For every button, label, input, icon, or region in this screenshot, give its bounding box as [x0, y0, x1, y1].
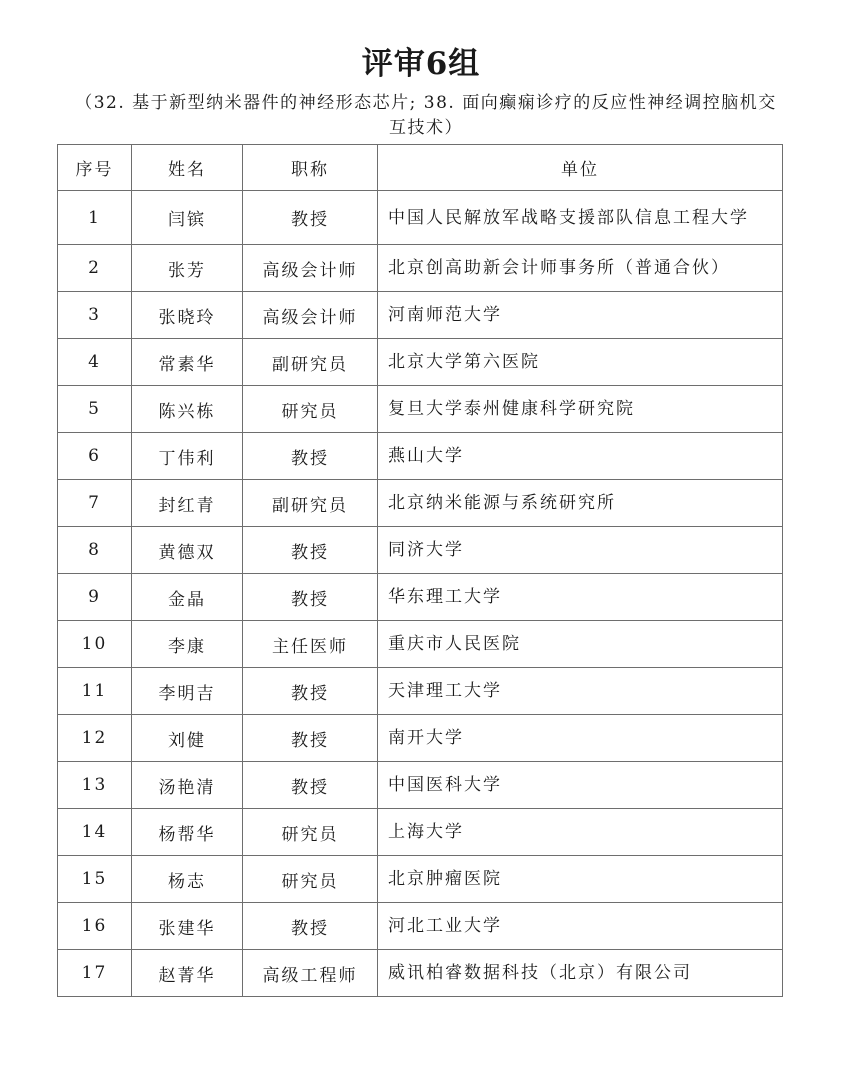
cell-unit: 北京纳米能源与系统研究所	[378, 480, 783, 527]
cell-title: 高级工程师	[243, 950, 378, 997]
cell-number: 9	[58, 574, 132, 621]
header-number: 序号	[58, 145, 132, 191]
cell-unit: 河南师范大学	[378, 292, 783, 339]
table-row	[58, 903, 783, 950]
cell-unit: 重庆市人民医院	[378, 621, 783, 668]
table-row	[58, 762, 783, 809]
cell-title: 主任医师	[243, 621, 378, 668]
cell-unit: 北京肿瘤医院	[378, 856, 783, 903]
cell-name: 刘健	[132, 715, 243, 762]
cell-number: 11	[58, 668, 132, 715]
cell-number: 1	[58, 191, 132, 245]
cell-name: 张晓玲	[132, 292, 243, 339]
cell-number: 13	[58, 762, 132, 809]
cell-number: 6	[58, 433, 132, 480]
cell-name: 金晶	[132, 574, 243, 621]
cell-number: 8	[58, 527, 132, 574]
table-row	[58, 191, 783, 245]
cell-number: 7	[58, 480, 132, 527]
table-row	[58, 480, 783, 527]
cell-name: 赵菁华	[132, 950, 243, 997]
cell-unit: 北京大学第六医院	[378, 339, 783, 386]
cell-title: 高级会计师	[243, 292, 378, 339]
cell-unit: 天津理工大学	[378, 668, 783, 715]
cell-number: 3	[58, 292, 132, 339]
cell-title: 教授	[243, 762, 378, 809]
reviewer-table	[57, 144, 783, 997]
cell-number: 15	[58, 856, 132, 903]
cell-title: 教授	[243, 433, 378, 480]
cell-title: 教授	[243, 191, 378, 245]
cell-unit: 南开大学	[378, 715, 783, 762]
cell-title: 研究员	[243, 386, 378, 433]
table-row	[58, 809, 783, 856]
cell-unit: 北京创高助新会计师事务所（普通合伙）	[378, 245, 783, 292]
cell-unit: 燕山大学	[378, 433, 783, 480]
table-row	[58, 292, 783, 339]
cell-title: 教授	[243, 668, 378, 715]
table-row	[58, 433, 783, 480]
cell-number: 17	[58, 950, 132, 997]
cell-unit: 同济大学	[378, 527, 783, 574]
header-title: 职称	[243, 145, 378, 191]
header-name: 姓名	[132, 145, 243, 191]
cell-title: 研究员	[243, 809, 378, 856]
cell-number: 14	[58, 809, 132, 856]
cell-name: 黄德双	[132, 527, 243, 574]
table-header-row	[58, 145, 783, 191]
cell-unit: 中国医科大学	[378, 762, 783, 809]
table-row	[58, 339, 783, 386]
table-row	[58, 574, 783, 621]
cell-unit: 复旦大学泰州健康科学研究院	[378, 386, 783, 433]
cell-number: 12	[58, 715, 132, 762]
cell-name: 汤艳清	[132, 762, 243, 809]
table-row	[58, 527, 783, 574]
cell-number: 16	[58, 903, 132, 950]
cell-unit: 华东理工大学	[378, 574, 783, 621]
cell-unit: 威讯柏睿数据科技（北京）有限公司	[378, 950, 783, 997]
cell-name: 常素华	[132, 339, 243, 386]
cell-unit: 中国人民解放军战略支援部队信息工程大学	[378, 191, 783, 245]
cell-title: 教授	[243, 903, 378, 950]
cell-title: 教授	[243, 574, 378, 621]
cell-title: 副研究员	[243, 339, 378, 386]
cell-name: 张芳	[132, 245, 243, 292]
cell-name: 陈兴栋	[132, 386, 243, 433]
table-row	[58, 245, 783, 292]
cell-name: 闫镔	[132, 191, 243, 245]
table-row	[58, 950, 783, 997]
cell-name: 杨帮华	[132, 809, 243, 856]
table-row	[58, 621, 783, 668]
cell-title: 副研究员	[243, 480, 378, 527]
cell-number: 2	[58, 245, 132, 292]
cell-title: 研究员	[243, 856, 378, 903]
table-row	[58, 856, 783, 903]
document-title: 评审6组	[361, 46, 481, 82]
cell-number: 5	[58, 386, 132, 433]
document-subtitle: （32. 基于新型纳米器件的神经形态芯片; 38. 面向癫痫诊疗的反应性神经调控脑机交互技术）	[75, 93, 777, 138]
cell-title: 教授	[243, 527, 378, 574]
cell-title: 教授	[243, 715, 378, 762]
cell-unit: 上海大学	[378, 809, 783, 856]
cell-name: 杨志	[132, 856, 243, 903]
cell-unit: 河北工业大学	[378, 903, 783, 950]
cell-number: 4	[58, 339, 132, 386]
cell-number: 10	[58, 621, 132, 668]
cell-name: 李明吉	[132, 668, 243, 715]
cell-name: 张建华	[132, 903, 243, 950]
cell-name: 丁伟利	[132, 433, 243, 480]
cell-name: 李康	[132, 621, 243, 668]
cell-name: 封红青	[132, 480, 243, 527]
table-row	[58, 386, 783, 433]
table-row	[58, 715, 783, 762]
header-unit: 单位	[378, 145, 783, 191]
table-row	[58, 668, 783, 715]
cell-title: 高级会计师	[243, 245, 378, 292]
